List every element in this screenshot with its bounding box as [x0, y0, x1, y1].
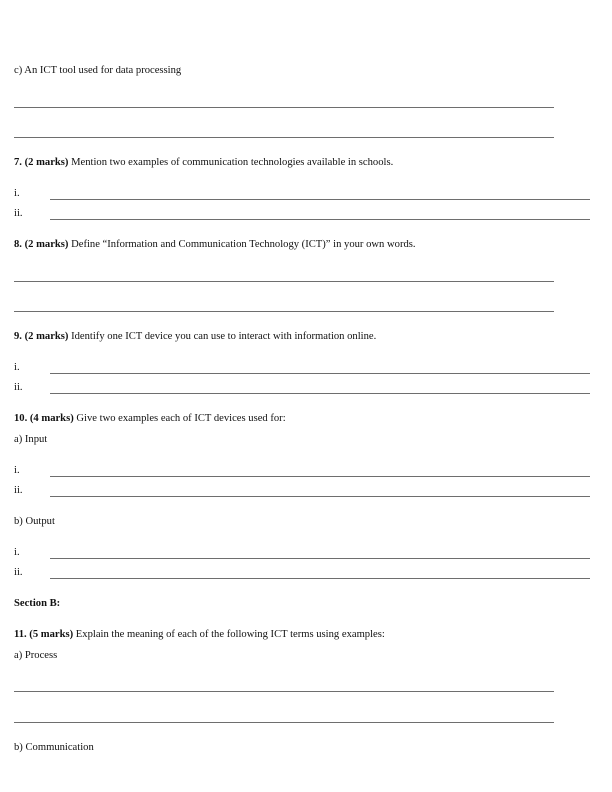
question-10: [14, 412, 286, 425]
question-10-text: Give two examples each of ICT devices used for:: [73, 413, 286, 424]
question-8-text: Define “Information and Communication Technology (ICT)” in your own words.: [68, 239, 416, 250]
question-9: [14, 330, 376, 343]
answer-line[interactable]: [14, 137, 554, 138]
answer-line[interactable]: [50, 219, 590, 220]
answer-line[interactable]: [50, 558, 590, 559]
question-8: [14, 238, 416, 251]
question-7-marks: 7. (2 marks): [14, 157, 69, 168]
question-8-marks: 8. (2 marks): [14, 239, 69, 250]
question-9-marks: 9. (2 marks): [14, 331, 69, 342]
question-11: [14, 628, 385, 641]
question-7: [14, 156, 393, 169]
item-label: i.: [14, 547, 20, 558]
question-10a-label: a) Input: [14, 434, 48, 445]
answer-line[interactable]: [14, 722, 554, 723]
item-label: i.: [14, 188, 20, 199]
question-7-text: Mention two examples of communication technologies available in schools.: [68, 157, 394, 168]
question-11a-label: a) Process: [14, 650, 58, 661]
answer-line[interactable]: [50, 373, 590, 374]
answer-line[interactable]: [50, 476, 590, 477]
question-11-marks: 11. (5 marks): [14, 629, 74, 640]
answer-line[interactable]: [14, 281, 554, 282]
answer-line[interactable]: [14, 311, 554, 312]
item-label: ii.: [14, 382, 23, 393]
answer-line[interactable]: [50, 199, 590, 200]
answer-line[interactable]: [50, 578, 590, 579]
item-label: i.: [14, 465, 20, 476]
question-10b-label: b) Output: [14, 516, 55, 527]
answer-line[interactable]: [14, 107, 554, 108]
item-label: ii.: [14, 567, 23, 578]
answer-line[interactable]: [50, 393, 590, 394]
item-label: i.: [14, 362, 20, 373]
section-b-title: Section B:: [14, 598, 61, 609]
question-10-marks: 10. (4 marks): [14, 413, 74, 424]
answer-line[interactable]: [14, 691, 554, 692]
item-label: ii.: [14, 208, 23, 219]
answer-line[interactable]: [50, 496, 590, 497]
question-6c-text: c) An ICT tool used for data processing: [14, 65, 182, 76]
question-11b-label: b) Communication: [14, 742, 94, 753]
question-9-text: Identify one ICT device you can use to interact with information online.: [68, 331, 377, 342]
item-label: ii.: [14, 485, 23, 496]
question-11-text: Explain the meaning of each of the following ICT terms using examples:: [73, 629, 385, 640]
